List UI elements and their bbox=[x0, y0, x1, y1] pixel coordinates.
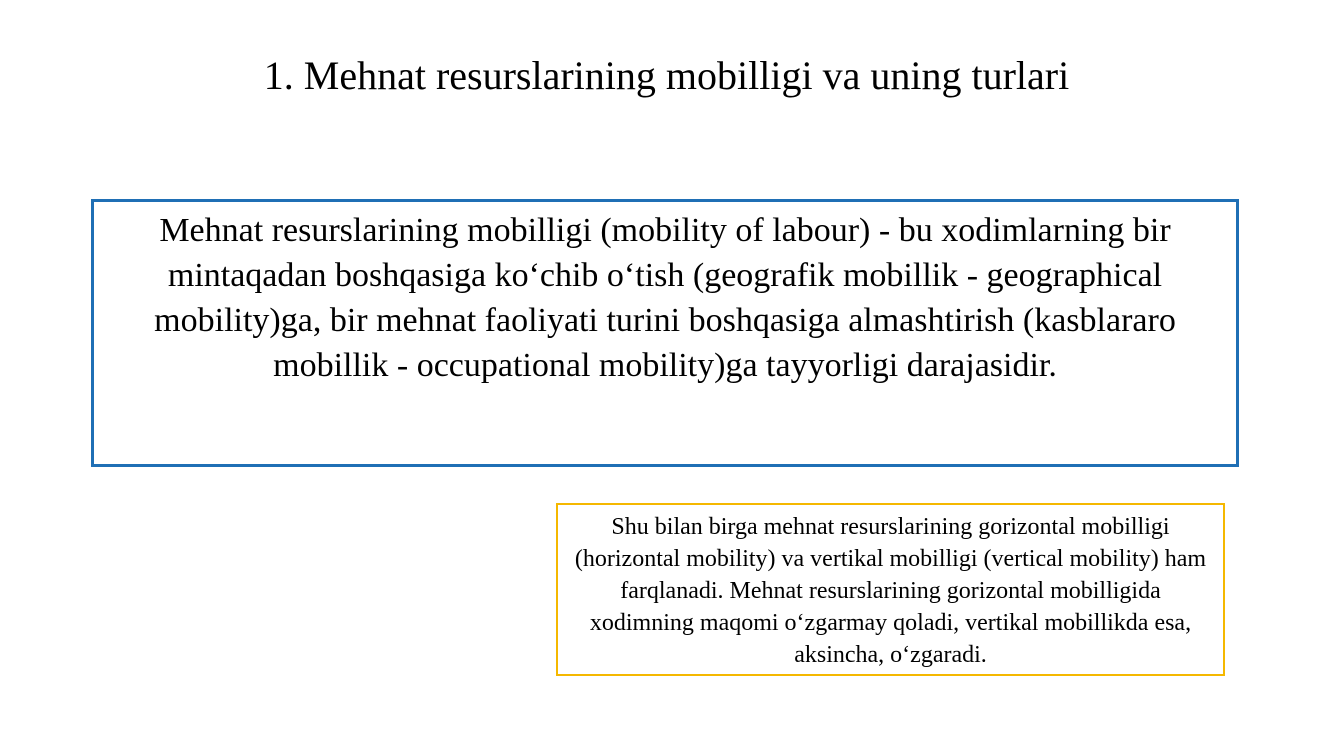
definition-box bbox=[91, 199, 1239, 467]
slide-title: 1. Mehnat resurslarining mobilligi va uning turlari bbox=[263, 53, 1070, 98]
definition-text: Mehnat resurslarining mobilligi (mobility of labour) - bu xodimlarning bir mintaqadan boshqasiga ko‘chib o‘tish (geografik mobillik - geographical mobility)ga, bir mehnat faoliyati turini boshqasiga almashtirish (kasblararo mobillik - occupational mobility)ga tayyorligi darajasidir. bbox=[154, 212, 1176, 384]
note-box bbox=[556, 503, 1225, 676]
note-text: Shu bilan birga mehnat resurslarining gorizontal mobilligi (horizontal mobility) va vertikal mobilligi (vertical mobility) ham farqlanadi. Mehnat resurslarining gorizontal mobilligida xodimning maqomi o‘zgarmay qoladi, vertikal mobillikda esa, aksincha, o‘zgaradi. bbox=[574, 514, 1207, 668]
